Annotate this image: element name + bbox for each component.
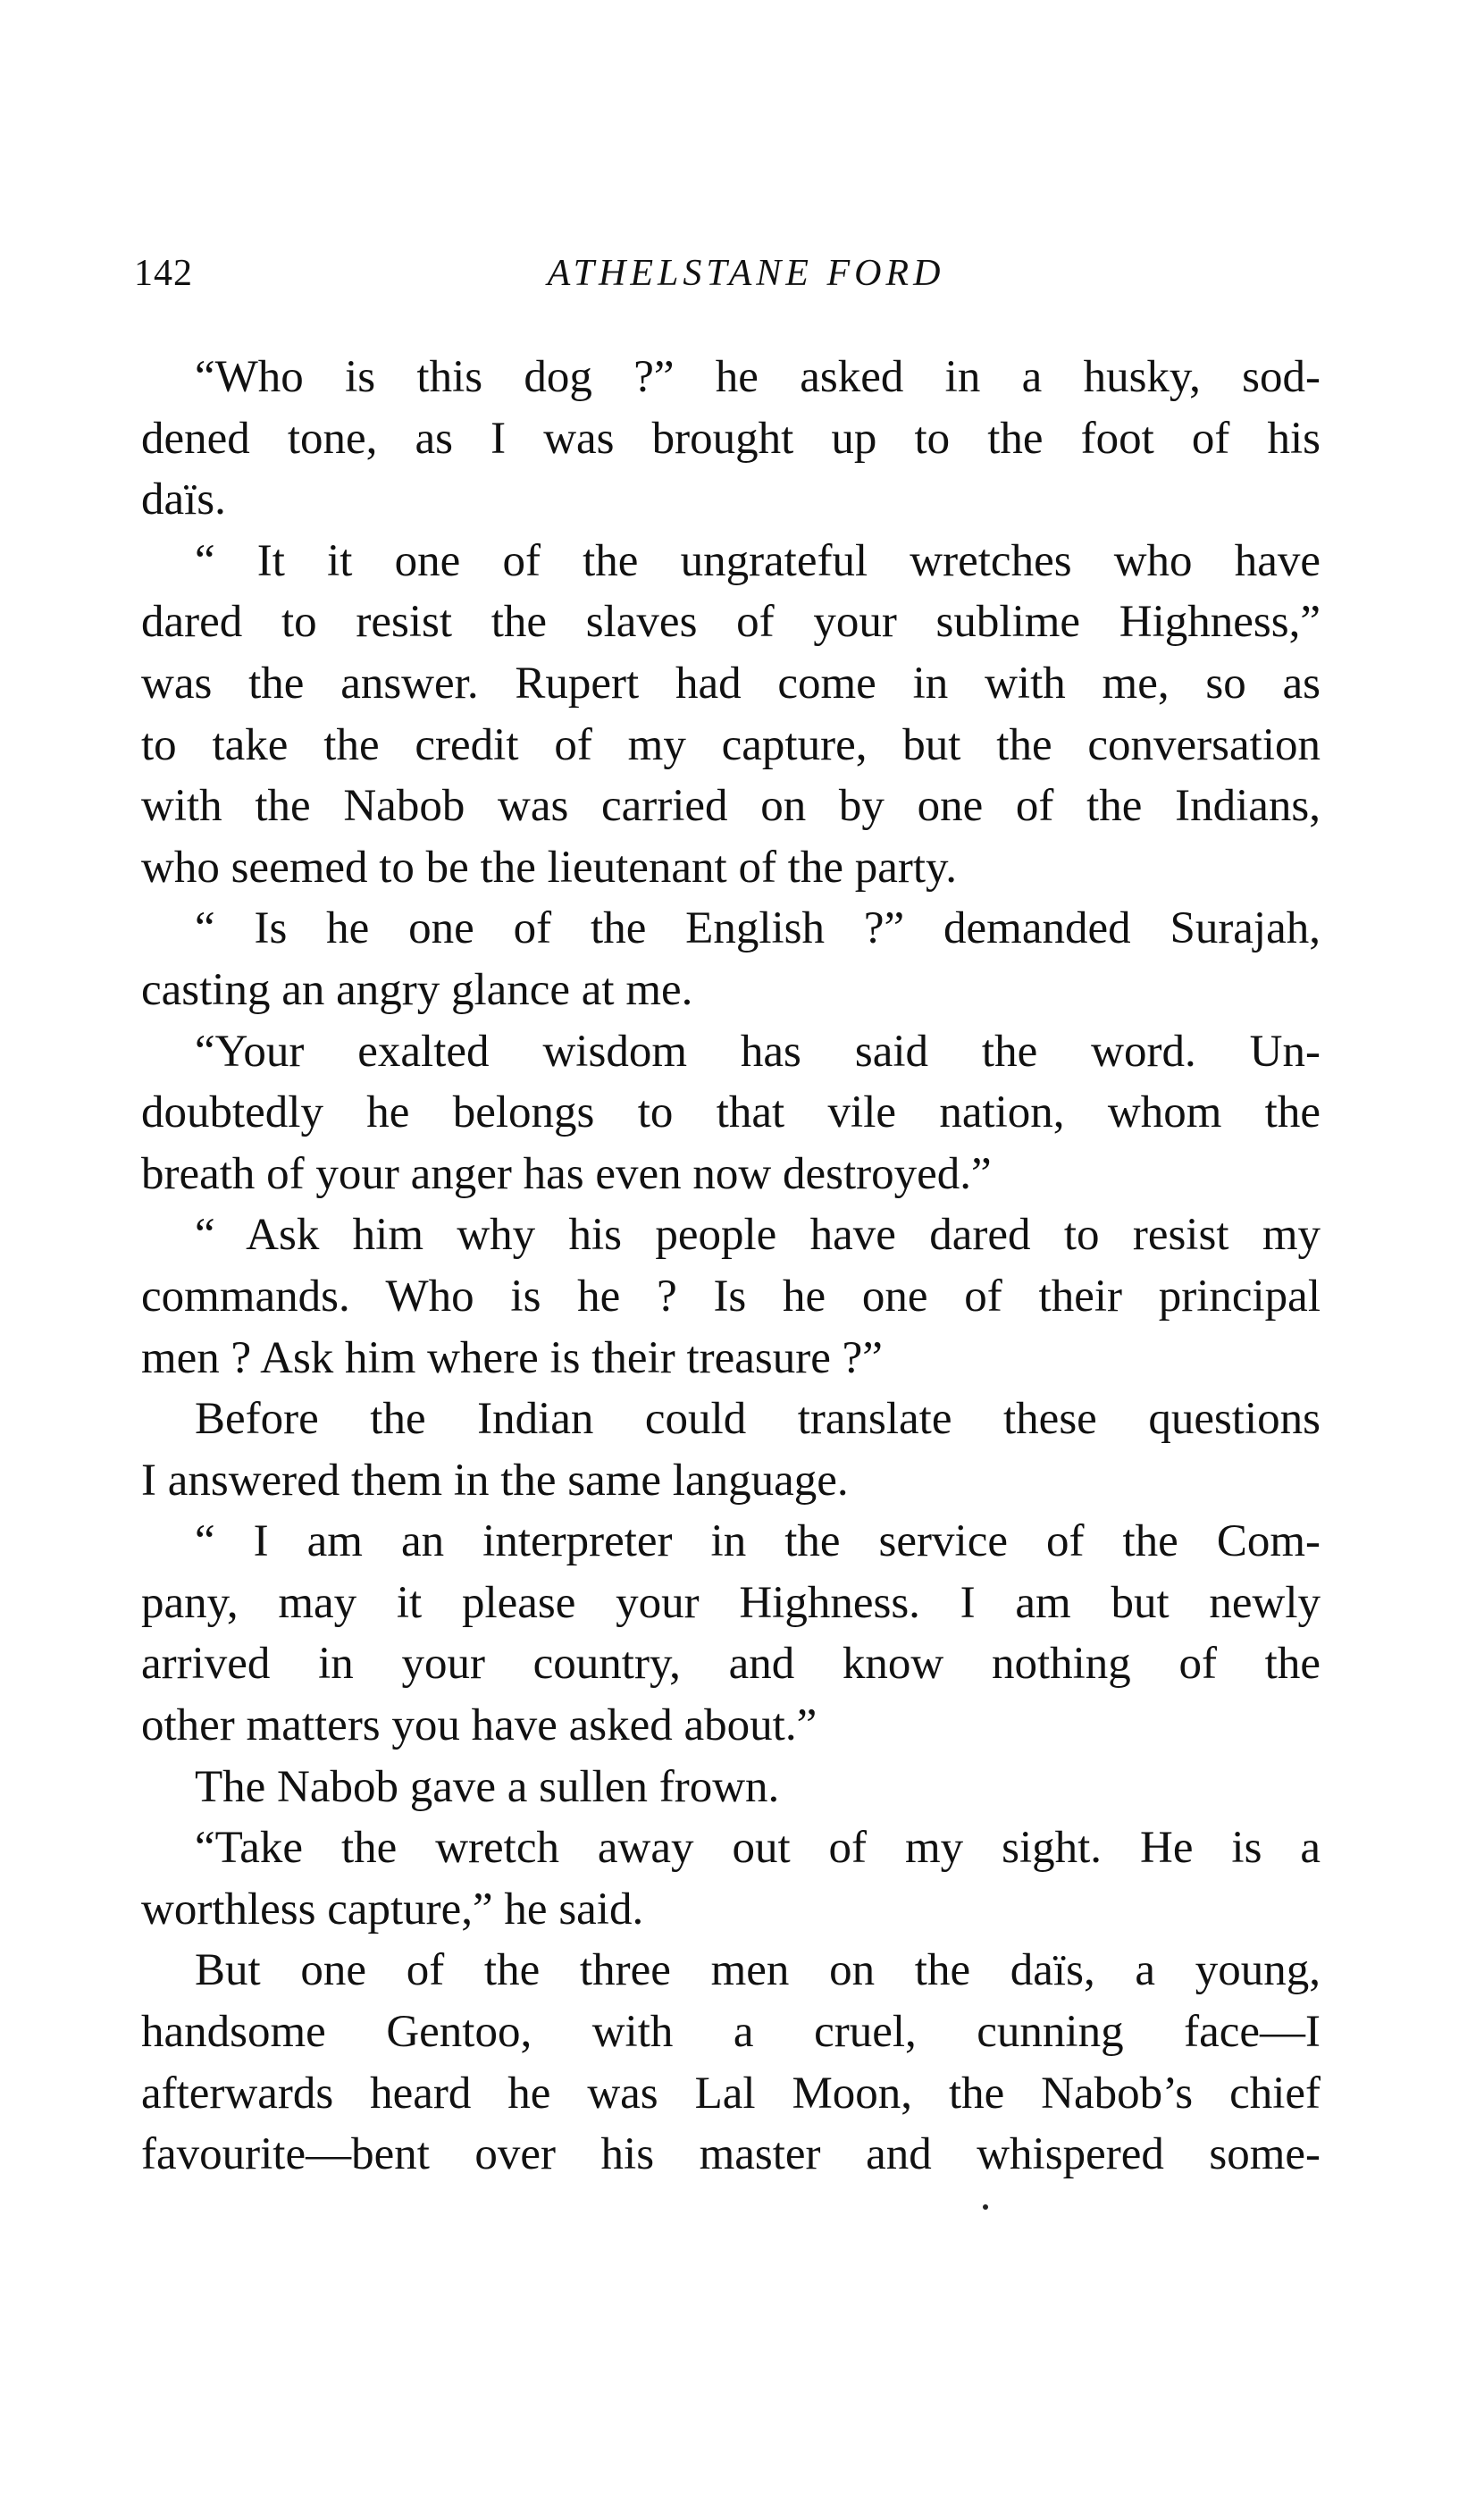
text-line: The Nabob gave a sullen frown. xyxy=(195,1761,780,1812)
running-head xyxy=(134,252,1322,306)
text-line: doubtedly he belongs to that vile nation, whom the xyxy=(141,1087,1321,1138)
text-line: pany, may it please your Highness. I am but newly xyxy=(141,1577,1321,1628)
text-line: afterwards heard he was Lal Moon, the Nabob’s chief xyxy=(141,2068,1321,2119)
text-line: Before the Indian could translate these questions xyxy=(195,1394,1321,1445)
text-line: breath of your anger has even now destroyed.” xyxy=(141,1148,992,1199)
page-number: 142 xyxy=(134,253,193,294)
text-line: favourite—bent over his master and whispered some- xyxy=(141,2129,1321,2180)
text-line: dened tone, as I was brought up to the foot of his xyxy=(141,413,1321,464)
text-line: “ Ask him why his people have dared to resist my xyxy=(195,1210,1321,1261)
text-line: with the Nabob was carried on by one of the Indians, xyxy=(141,781,1321,832)
text-line: “ It it one of the ungrateful wretches who have xyxy=(195,535,1321,586)
text-line: “Who is this dog ?” he asked in a husky, sod- xyxy=(195,352,1321,402)
text-line: handsome Gentoo, with a cruel, cunning face—I xyxy=(141,2007,1321,2058)
text-line: arrived in your country, and know nothing of the xyxy=(141,1639,1321,1690)
text-line: was the answer. Rupert had come in with me, so as xyxy=(141,658,1321,709)
running-title: ATHELSTANE FORD xyxy=(547,253,945,294)
text-line: “Your exalted wisdom has said the word. Un- xyxy=(195,1026,1321,1077)
text-line: commands. Who is he ? Is he one of their principal xyxy=(141,1271,1321,1322)
text-line: casting an angry glance at me. xyxy=(141,964,693,1015)
text-line: “Take the wretch away out of my sight. He is a xyxy=(195,1823,1321,1874)
text-line: other matters you have asked about.” xyxy=(141,1700,817,1751)
printer-mark-dot xyxy=(983,2204,988,2210)
text-line: to take the credit of my capture, but the conversation xyxy=(141,719,1321,770)
text-line: “ I am an interpreter in the service of the Com- xyxy=(195,1516,1321,1567)
text-line: worthless capture,” he said. xyxy=(141,1884,644,1934)
text-line: men ? Ask him where is their treasure ?” xyxy=(141,1332,883,1383)
text-line: “ Is he one of the English ?” demanded Surajah, xyxy=(195,903,1321,954)
text-line: I answered them in the same language. xyxy=(141,1455,849,1506)
text-line: who seemed to be the lieutenant of the party. xyxy=(141,842,957,893)
body-text xyxy=(141,347,1321,2186)
text-line: dared to resist the slaves of your sublime Highness,” xyxy=(141,597,1321,648)
text-line: daïs. xyxy=(141,474,226,525)
text-line: But one of the three men on the daïs, a young, xyxy=(195,1945,1321,1996)
